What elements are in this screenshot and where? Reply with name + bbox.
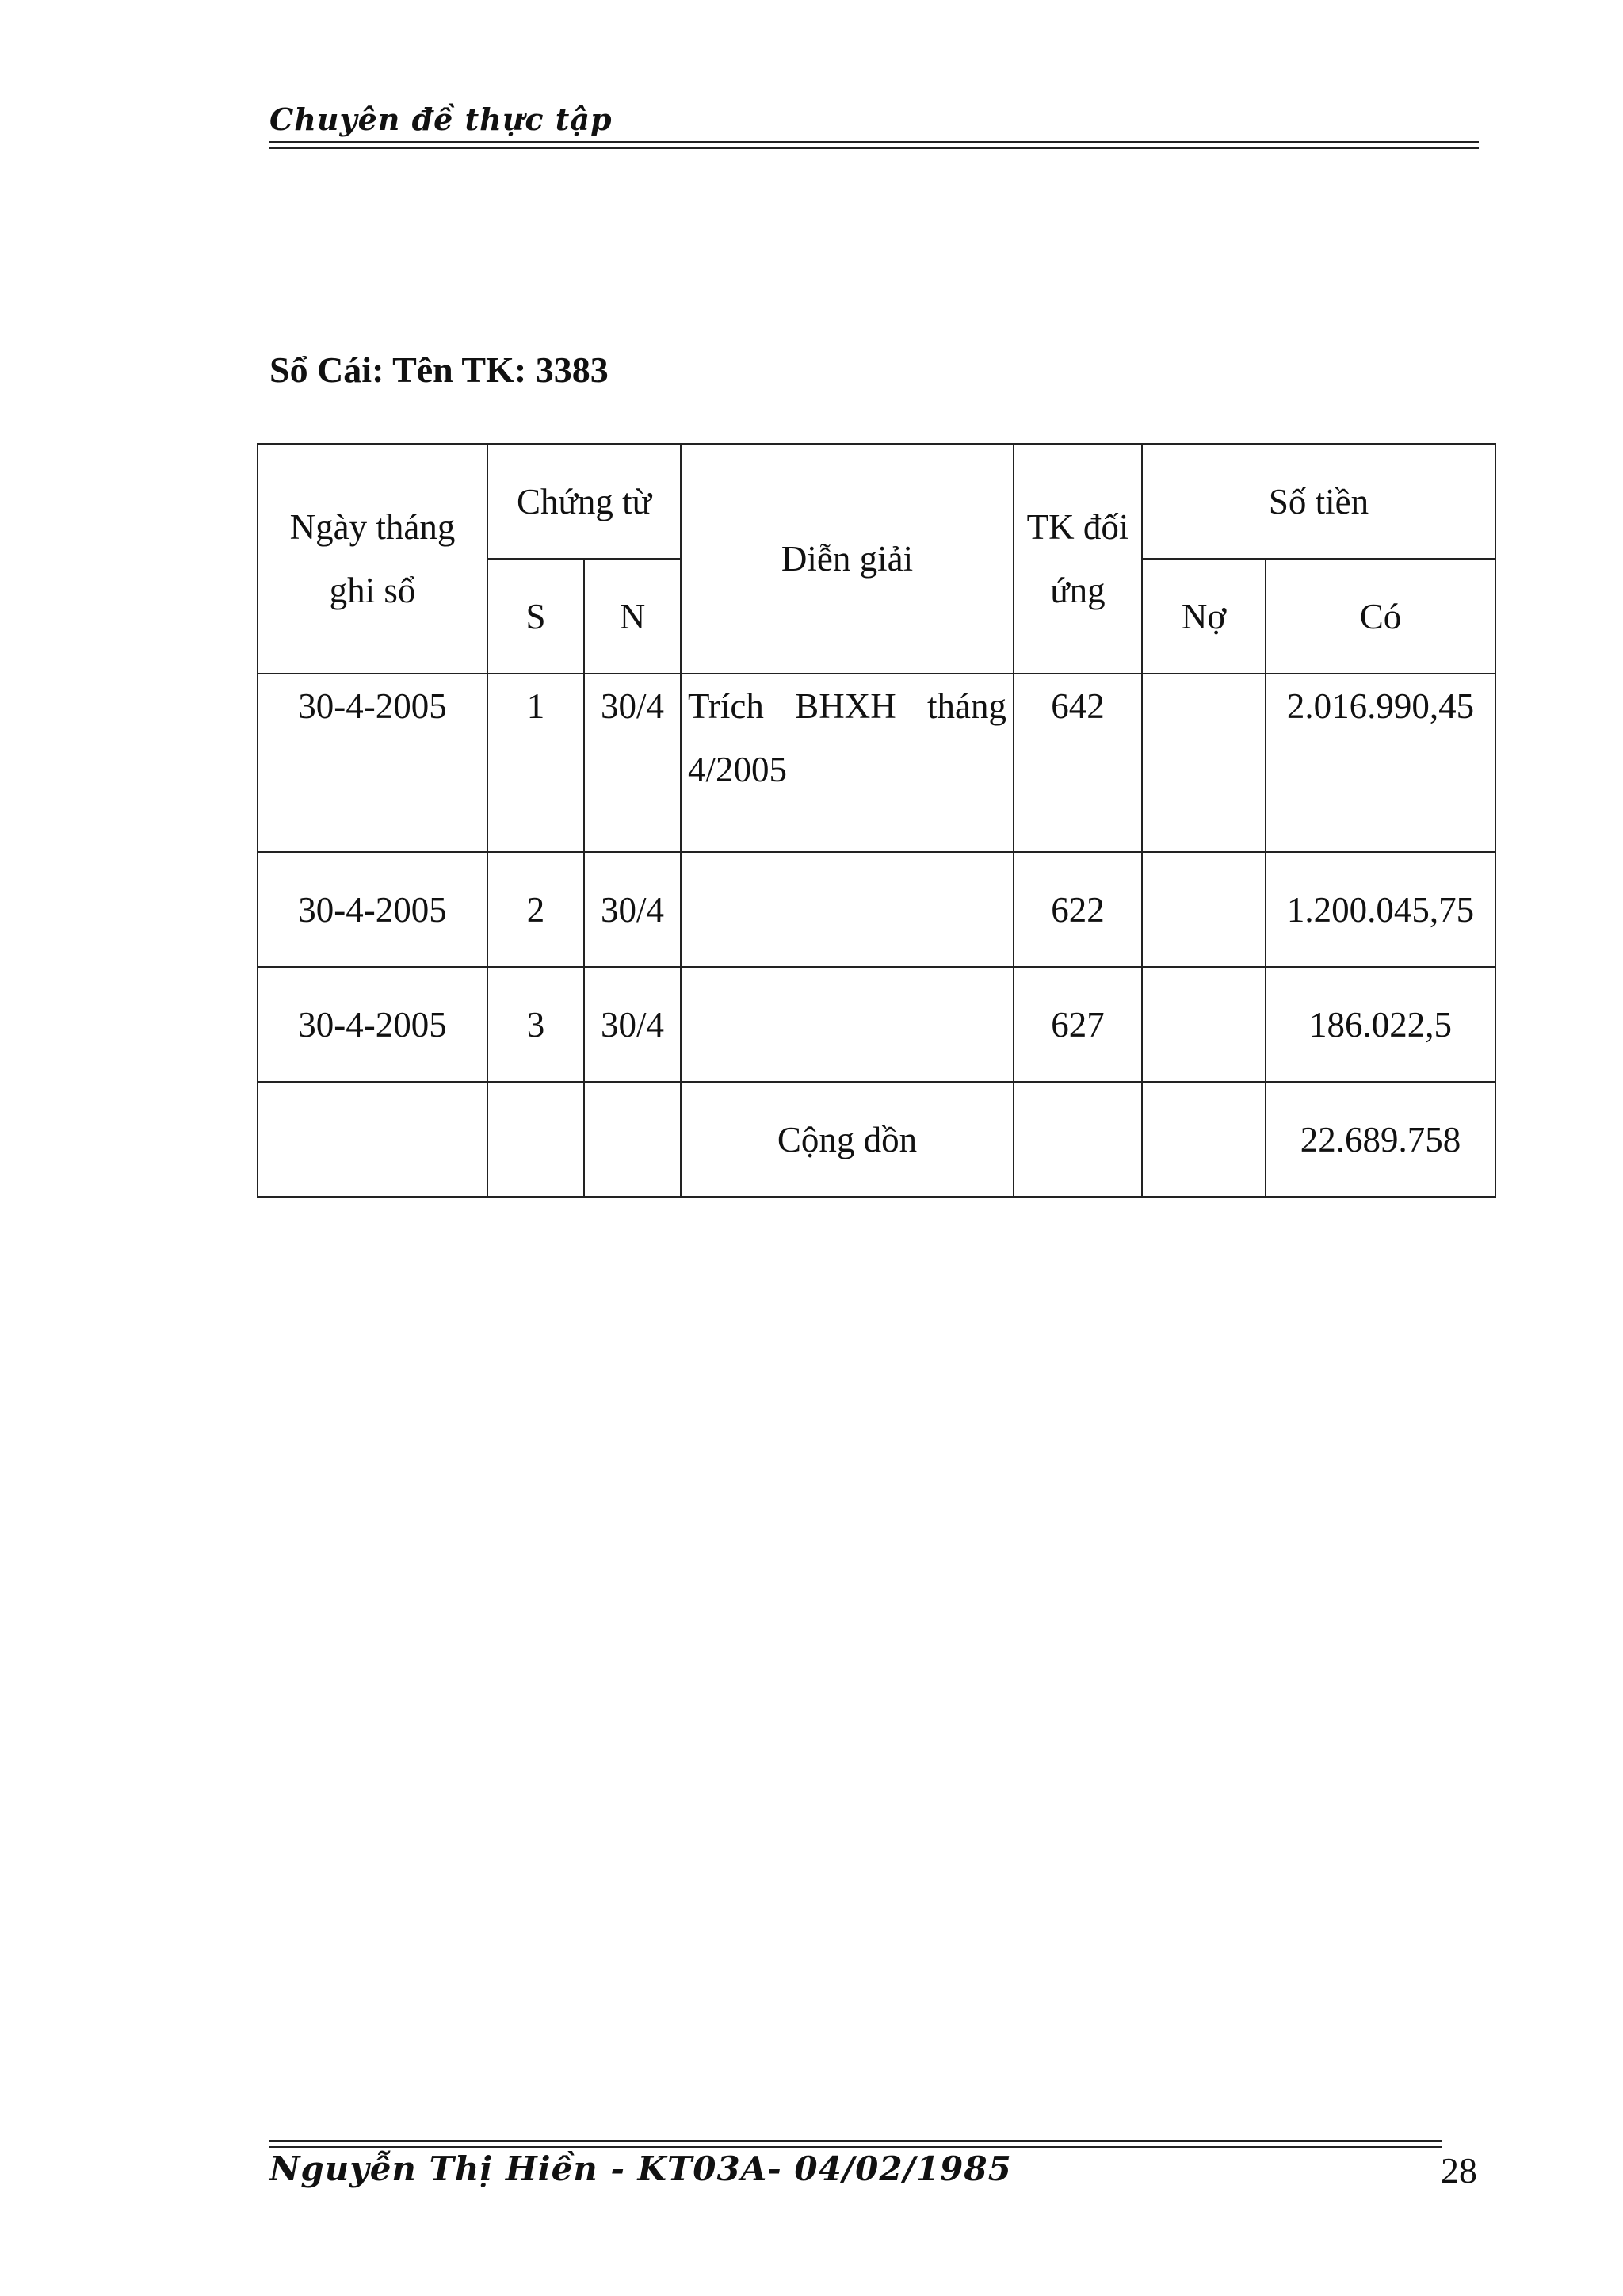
row-voucher-s: 1 [487, 674, 584, 852]
row-voucher-n: 30/4 [584, 852, 681, 967]
total-date [258, 1082, 487, 1197]
row-date: 30-4-2005 [258, 967, 487, 1082]
header-voucher-n: N [584, 559, 681, 674]
footer-rule-bottom [269, 2146, 1442, 2148]
header-date: Ngày tháng ghi sổ [258, 444, 487, 674]
row-voucher-n: 30/4 [584, 967, 681, 1082]
row-date: 30-4-2005 [258, 674, 487, 852]
table-row [258, 674, 1495, 852]
header-credit: Có [1266, 559, 1495, 674]
total-row [258, 1082, 1495, 1197]
header-voucher: Chứng từ [487, 444, 681, 559]
header-description: Diễn giải [681, 444, 1014, 674]
header-rule-top [269, 141, 1479, 143]
row-description: Trích BHXH tháng 4/2005 [681, 674, 1014, 852]
row-voucher-s: 2 [487, 852, 584, 967]
table-row [258, 967, 1495, 1082]
header-amount: Số tiền [1142, 444, 1495, 559]
row-credit: 2.016.990,45 [1266, 674, 1495, 852]
row-debit [1142, 967, 1266, 1082]
header-rule-bottom [269, 147, 1479, 149]
header-account: TK đối ứng [1014, 444, 1142, 674]
row-debit [1142, 674, 1266, 852]
row-voucher-s: 3 [487, 967, 584, 1082]
page-number: 28 [1441, 2150, 1477, 2191]
row-description [681, 967, 1014, 1082]
total-voucher-s [487, 1082, 584, 1197]
header-title: Chuyên đề thực tập [269, 101, 613, 137]
total-debit [1142, 1082, 1266, 1197]
footer-author: Nguyễn Thị Hiền - KT03A- 04/02/1985 [269, 2149, 1012, 2188]
total-credit: 22.689.758 [1266, 1082, 1495, 1197]
total-label: Cộng dồn [681, 1082, 1014, 1197]
row-description [681, 852, 1014, 967]
row-account: 622 [1014, 852, 1142, 967]
header-voucher-s: S [487, 559, 584, 674]
ledger-title: Sổ Cái: Tên TK: 3383 [269, 350, 609, 390]
row-date: 30-4-2005 [258, 852, 487, 967]
row-voucher-n: 30/4 [584, 674, 681, 852]
row-account: 627 [1014, 967, 1142, 1082]
row-credit: 1.200.045,75 [1266, 852, 1495, 967]
header-debit: Nợ [1142, 559, 1266, 674]
row-credit: 186.022,5 [1266, 967, 1495, 1082]
total-voucher-n [584, 1082, 681, 1197]
row-account: 642 [1014, 674, 1142, 852]
footer-rule-top [269, 2140, 1442, 2142]
ledger-table [257, 443, 1496, 1198]
total-account [1014, 1082, 1142, 1197]
row-debit [1142, 852, 1266, 967]
table-row [258, 852, 1495, 967]
